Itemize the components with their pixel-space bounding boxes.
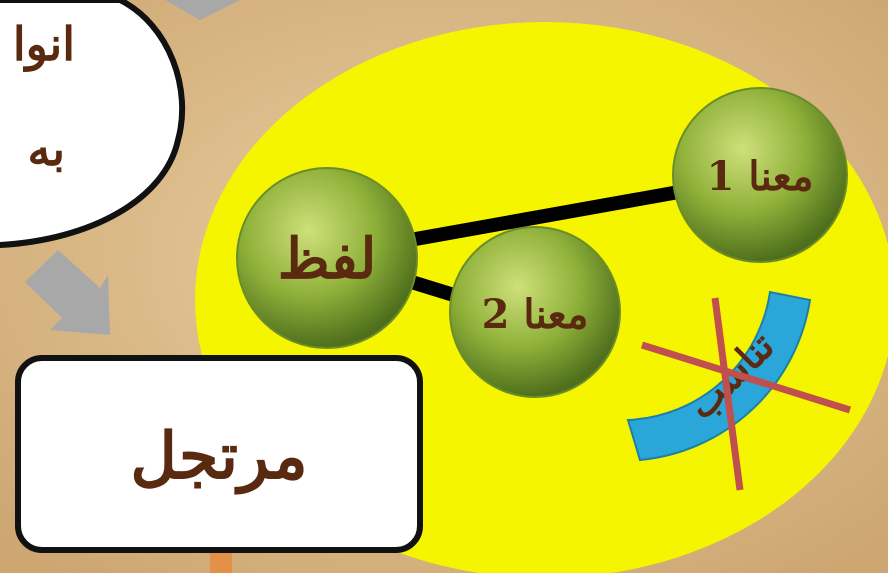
node-meaning2 [450,227,620,397]
label-box-text: مرتجل [130,419,308,494]
node-main-label: لفظ [277,226,377,292]
speech-bubble-line2: به [27,122,65,176]
node-meaning1 [673,88,847,262]
node-meaning1-label: معنا 1 [706,153,814,200]
node-meaning2-label: معنا 2 [481,291,589,338]
speech-bubble-line1: انوا [12,17,75,71]
node-main [237,168,417,348]
